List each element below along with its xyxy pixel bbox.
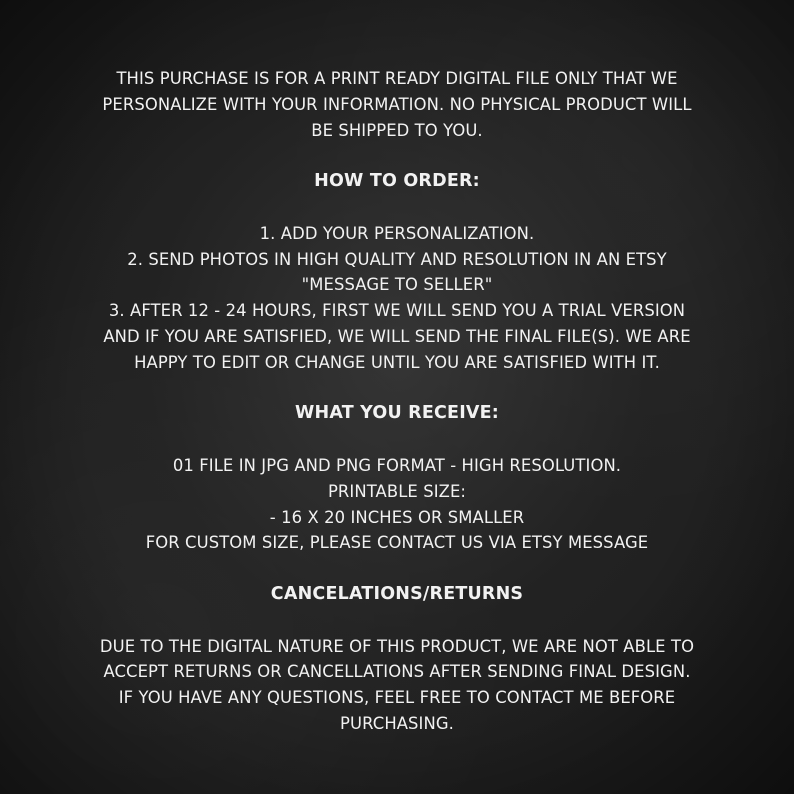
intro-line: PERSONALIZE WITH YOUR INFORMATION. NO PHYSICAL PRODUCT WILL: [102, 94, 692, 114]
step-line: HAPPY TO EDIT OR CHANGE UNTIL YOU ARE SATISFIED WITH IT.: [134, 352, 660, 372]
intro-line: BE SHIPPED TO YOU.: [311, 120, 483, 140]
receive-line: FOR CUSTOM SIZE, PLEASE CONTACT US VIA ETSY MESSAGE: [145, 533, 649, 553]
intro-line: THIS PURCHASE IS FOR A PRINT READY DIGITAL FILE ONLY THAT WE: [116, 69, 678, 88]
intro-paragraph: [50, 66, 744, 143]
step-line: 2. SEND PHOTOS IN HIGH QUALITY AND RESOLUTION IN AN ETSY: [127, 249, 667, 269]
spacer: [50, 376, 744, 402]
how-to-order-steps: [50, 221, 744, 376]
receive-line: - 16 X 20 INCHES OR SMALLER: [269, 507, 525, 527]
what-you-receive-details: [50, 453, 744, 556]
step-line: 3. AFTER 12 - 24 HOURS, FIRST WE WILL SEND YOU A TRIAL VERSION: [108, 301, 686, 321]
policy-line: DUE TO THE DIGITAL NATURE OF THIS PRODUCT, WE ARE NOT ABLE TO: [99, 636, 695, 656]
spacer: [50, 195, 744, 221]
step-line: "MESSAGE TO SELLER": [301, 275, 493, 295]
policy-line: PURCHASING.: [340, 713, 454, 733]
spacer: [50, 427, 744, 453]
cancelations-policy: [50, 634, 744, 737]
policy-line: ACCEPT RETURNS OR CANCELLATIONS AFTER SENDING FINAL DESIGN.: [103, 662, 691, 682]
policy-line: IF YOU HAVE ANY QUESTIONS, FEEL FREE TO CONTACT ME BEFORE: [118, 688, 676, 708]
what-you-receive-heading: WHAT YOU RECEIVE:: [294, 403, 500, 424]
step-line: AND IF YOU ARE SATISFIED, WE WILL SEND THE FINAL FILE(S). WE ARE: [103, 326, 691, 346]
receive-line: PRINTABLE SIZE:: [327, 481, 467, 501]
spacer: [50, 143, 744, 169]
info-text-block: [50, 66, 744, 737]
step-line: 1. ADD YOUR PERSONALIZATION.: [259, 223, 535, 243]
spacer: [50, 556, 744, 582]
how-to-order-heading: HOW TO ORDER:: [314, 171, 480, 192]
spacer: [50, 608, 744, 634]
receive-line: 01 FILE IN JPG AND PNG FORMAT - HIGH RESOLUTION.: [172, 455, 622, 475]
cancelations-heading: CANCELATIONS/RETURNS: [270, 583, 524, 604]
